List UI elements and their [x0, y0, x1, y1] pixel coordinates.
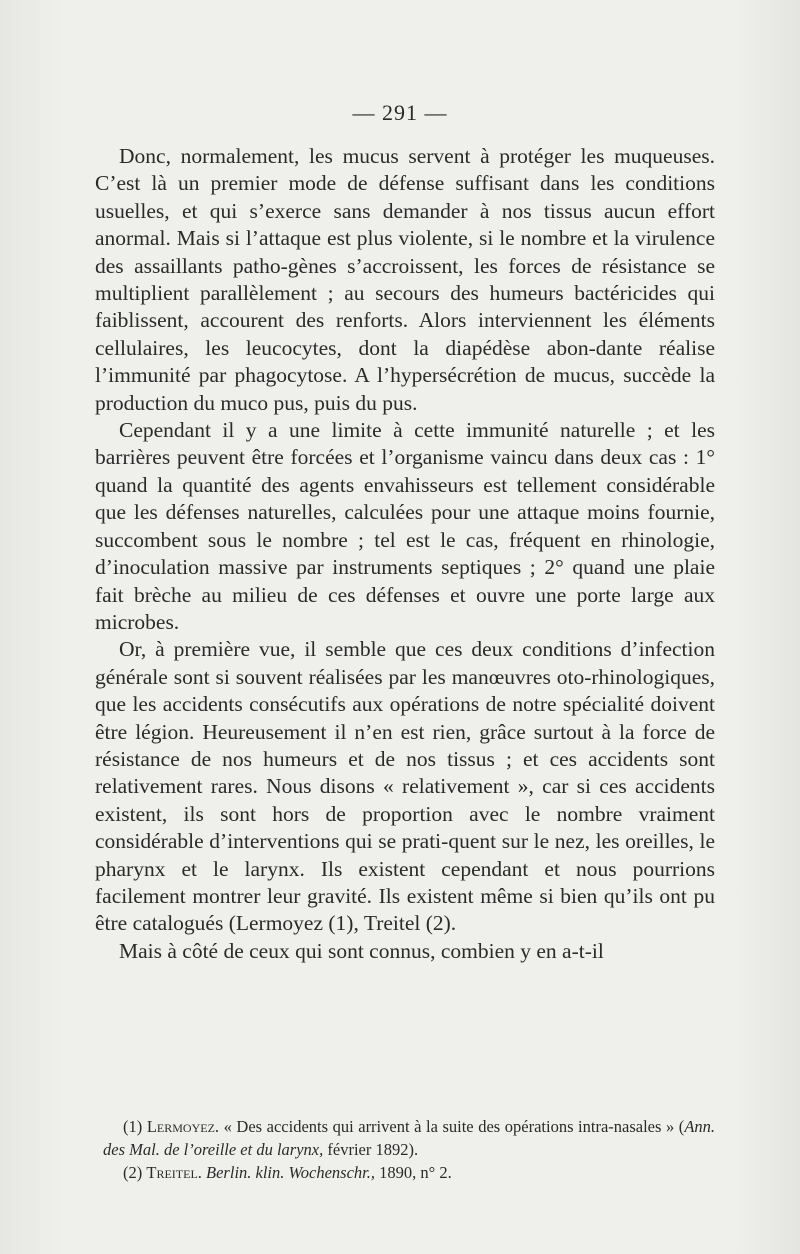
footnote-marker: (2): [123, 1163, 143, 1182]
footnote-text: « Des accidents qui arrivent à la suite des opérations intra-nasales » (: [223, 1117, 685, 1136]
footnote-author: Treitel.: [146, 1163, 202, 1182]
footnote-tail: février 1892).: [323, 1140, 419, 1159]
footnote-source: Berlin. klin. Wochenschr.,: [206, 1163, 375, 1182]
footnote-2: [103, 1161, 715, 1184]
page-number: — 291 —: [352, 100, 448, 125]
paragraph-4: Mais à côté de ceux qui sont connus, combien y en a-t-il: [119, 938, 604, 963]
paragraph-1: Donc, normalement, les mucus servent à protéger les muqueuses. C’est là un premier mode de défense suffisant dans les conditions usuelles, et qui s’exerce sans demander à nos tissus aucun effort anormal. Mais si l’attaque est plus violente, si le nombre et la virulence des assaillants patho-gènes s’accroissent, les forces de résistance se multiplient parallèlement ; au secours des humeurs bactéricides qui faiblissent, accourent des renforts. Alors interviennent les éléments cellulaires, les leucocytes, dont la diapédèse abon-dante réalise l’immunité par phagocytose. A l’hypersécrétion de mucus, succède la production du muco pus, puis du pus.: [95, 144, 715, 415]
footnote-1: [103, 1115, 715, 1161]
footnote-tail: 1890, n° 2.: [374, 1163, 452, 1182]
footnote-marker: (1): [123, 1117, 143, 1136]
footnote-author: Lermoyez.: [146, 1117, 220, 1136]
paragraph-3: Or, à première vue, il semble que ces deux conditions d’infection générale sont si souvent réalisées par les manœuvres oto-rhinologiques, que les accidents consécutifs aux opérations de notre spécialité doivent être légion. Heureusement il n’en est rien, grâce surtout à la force de résistance de nos humeurs et de nos tissus ; et ces accidents sont relativement rares. Nous disons « relativement », car si ces accidents existent, ils sont hors de proportion avec le nombre vraiment considérable d’interventions qui se prati-quent sur le nez, les oreilles, le pharynx et le larynx. Ils existent cependant et nous pourrions facilement montrer leur gravité. Ils existent même si bien qu’ils ont pu être catalogués (Lermoyez (1), Treitel (2).: [95, 637, 715, 936]
footnotes: [103, 1115, 715, 1184]
footnote-source: Ann. des Mal. de l’oreille et du larynx,: [103, 1117, 716, 1159]
body-text: [95, 143, 715, 965]
paragraph-2: Cependant il y a une limite à cette immunité naturelle ; et les barrières peuvent être forcées et l’organisme vaincu dans deux cas : 1° quand la quantité des agents envahisseurs est tellement considérable que les défenses naturelles, calculées pour une attaque moins fournie, succombent sous le nombre ; tel est le cas, fréquent en rhinologie, d’inoculation massive par instruments septiques ; 2° quand une plaie fait brèche au milieu de ces défenses et ouvre une porte large aux microbes.: [95, 418, 715, 634]
